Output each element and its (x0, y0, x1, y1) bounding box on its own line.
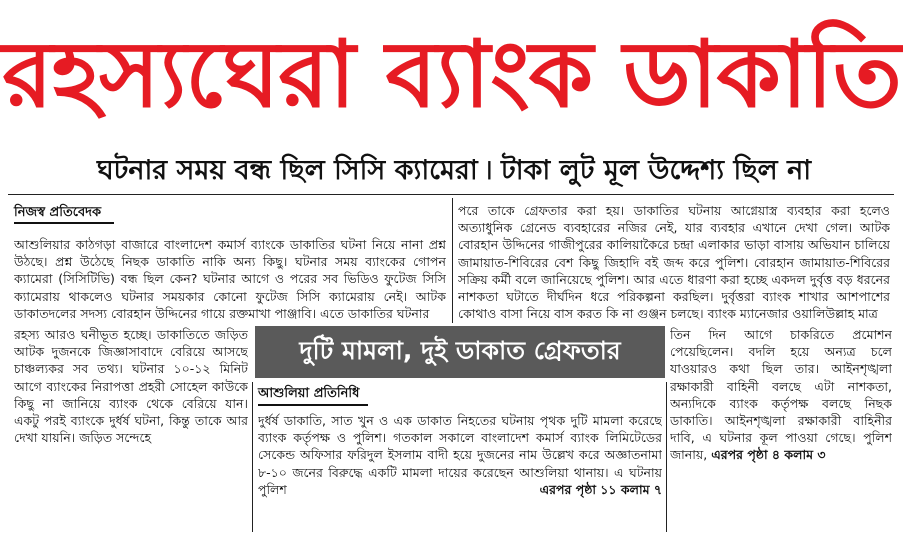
sidebar-headline: দুটি মামলা, দুই ডাকাত গ্রেফতার (299, 335, 621, 365)
column-divider-left-lower (252, 382, 253, 532)
sub-headline: ঘটনার সময় বন্ধ ছিল সিসি ক্যামেরা ৷ টাকা লুট মূল উদ্দেশ্য ছিল না (96, 154, 812, 186)
column-divider-right-lower (666, 382, 667, 532)
sidebar-story-text (258, 412, 662, 536)
left-column-paragraph-lower: রহস্য আরও ঘনীভূত হচ্ছে। ডাকাতিতে জড়িত আটক দুজনকে জিজ্ঞাসাবাদে বেরিয়ে আসছে চাঞ্চল্যকর সব তথ্য। ঘটনার ১০-১২ মিনিট আগে ব্যাংকের নিরাপত্তা প্রহরী সোহেল কাউকে কিছু না জানিয়ে ব্যাংক থেকে বেরিয়ে যান। একটু পরই ব্যাংকে দুর্ধর্ষ ঘটনা, কিন্তু তাকে আর দেখা যায়নি। জড়িত সন্দেহে (14, 327, 248, 446)
column-divider-left (452, 198, 453, 323)
left-column-text (14, 236, 446, 324)
right-column-paragraph-upper: পরে তাকে গ্রেফতার করা হয়। ডাকাতির ঘটনায় আগ্নেয়াস্ত্র ব্যবহার করা হলেও অত্যাধুনিক গ্রেনেড ব্যবহারের নজির নেই, যার ব্যবহার এখানে দেখা গেল। আটক বোরহান উদ্দিনের গাজীপুরের কালিয়াকৈরে চন্দ্রা এলাকার ভাড়া বাসায় অভিযান চালিয়ে জামায়াত-শিবিরের বেশ কিছু জিহাদি বই জব্দ করে পুলিশ। বোরহান জামায়াত-শিবিরের সক্রিয় কর্মী বলে জানিয়েছে পুলিশ। আর এতে ধারণা করা হচ্ছে একদল দুর্বৃত্ত বড় ধরনের নাশকতা ঘটাতে দীর্ঘদিন ধরে পরিকল্পনা করছিল। দুর্বৃত্তরা ব্যাংক শাখার আশপাশের কোথাও বাসা নিয়ে বাস করত কি না গুঞ্জন চলছে। ব্যাংক ম্যানেজার ওয়ালিউল্লাহ মাত্র (458, 203, 890, 322)
right-jump-line: এরপর পৃষ্ঠা ৪ কলাম ৩ (711, 447, 826, 463)
sidebar-jump-line: এরপর পৃষ্ঠা ১১ কলাম ৭ (539, 481, 662, 497)
left-byline: নিজস্ব প্রতিবেদক (14, 205, 102, 220)
sidebar-headline-box (255, 326, 665, 378)
sidebar-story-paragraph: দুর্ধর্ষ ডাকাতি, সাত খুন ও এক ডাকাত নিহতের ঘটনায় পৃথক দুটি মামলা করেছে ব্যাংক কর্তৃপক্ষ ও পুলিশ। গতকাল সকালে বাংলাদেশ কমার্স ব্যাংক লিমিটেডের সেকেন্ড অফিসার ফরিদুল ইসলাম বাদী হয়ে দুজনের নাম উল্লেখ করে অজ্ঞাতনামা ৮-১০ জনের বিরুদ্ধে একটি মামলা দায়ের করেছেন আশুলিয়া থানায়। এ ঘটনায় পুলিশ (258, 413, 662, 497)
sidebar-byline-underline (258, 404, 368, 406)
right-column-text-upper (458, 202, 890, 324)
subhead-rule (8, 194, 894, 195)
left-byline-underline (14, 222, 114, 224)
left-column-paragraph-upper: আশুলিয়ার কাঠগড়া বাজারে বাংলাদেশ কমার্স ব্যাংকে ডাকাতির ঘটনা নিয়ে নানা প্রশ্ন উঠছে। প্রশ্ন উঠেছে নিছক ডাকাতি নাকি অন্য কিছু। ঘটনার সময় ব্যাংকের গোপন ক্যামেরা (সিসিটিভি) বন্ধ ছিল কেন? ঘটনার আগে ও পরের সব ভিডিও ফুটেজ সিসি ক্যামেরায় থাকলেও ঘটনার সময়কার কোনো ফুটেজ সিসি ক্যামেরায় নেই। আটক ডাকাতদলের সদস্য বোরহান উদ্দিনের গায়ে রক্তমাখা পাঞ্জাবি। এতে ডাকাতির ঘটনার (14, 237, 446, 321)
left-column-text-lower (14, 326, 248, 536)
right-column-paragraph-lower (670, 326, 892, 464)
right-column-text-lower (670, 326, 892, 536)
sidebar-byline: আশুলিয়া প্রতিনিধি (258, 386, 360, 401)
main-headline: রহস্যঘেরা ব্যাংক ডাকাতি (2, 21, 901, 128)
right-column-paragraph-end: তিন দিন আগে চাকরিতে প্রমোশন পেয়েছিলেন। বদলি হয়ে অন্যত্র চলে যাওয়ারও কথা ছিল তার। আইনশৃঙ্খলা রক্ষাকারী বাহিনী বলছে এটা নাশকতা, অন্যদিকে ব্যাংক কর্তৃপক্ষ বলছে নিছক ডাকাতি। আইনশৃঙ্খলা রক্ষাকারী বাহিনীর দাবি, এ ঘটনার কূল পাওয়া গেছে। পুলিশ জানায়, (670, 327, 892, 463)
